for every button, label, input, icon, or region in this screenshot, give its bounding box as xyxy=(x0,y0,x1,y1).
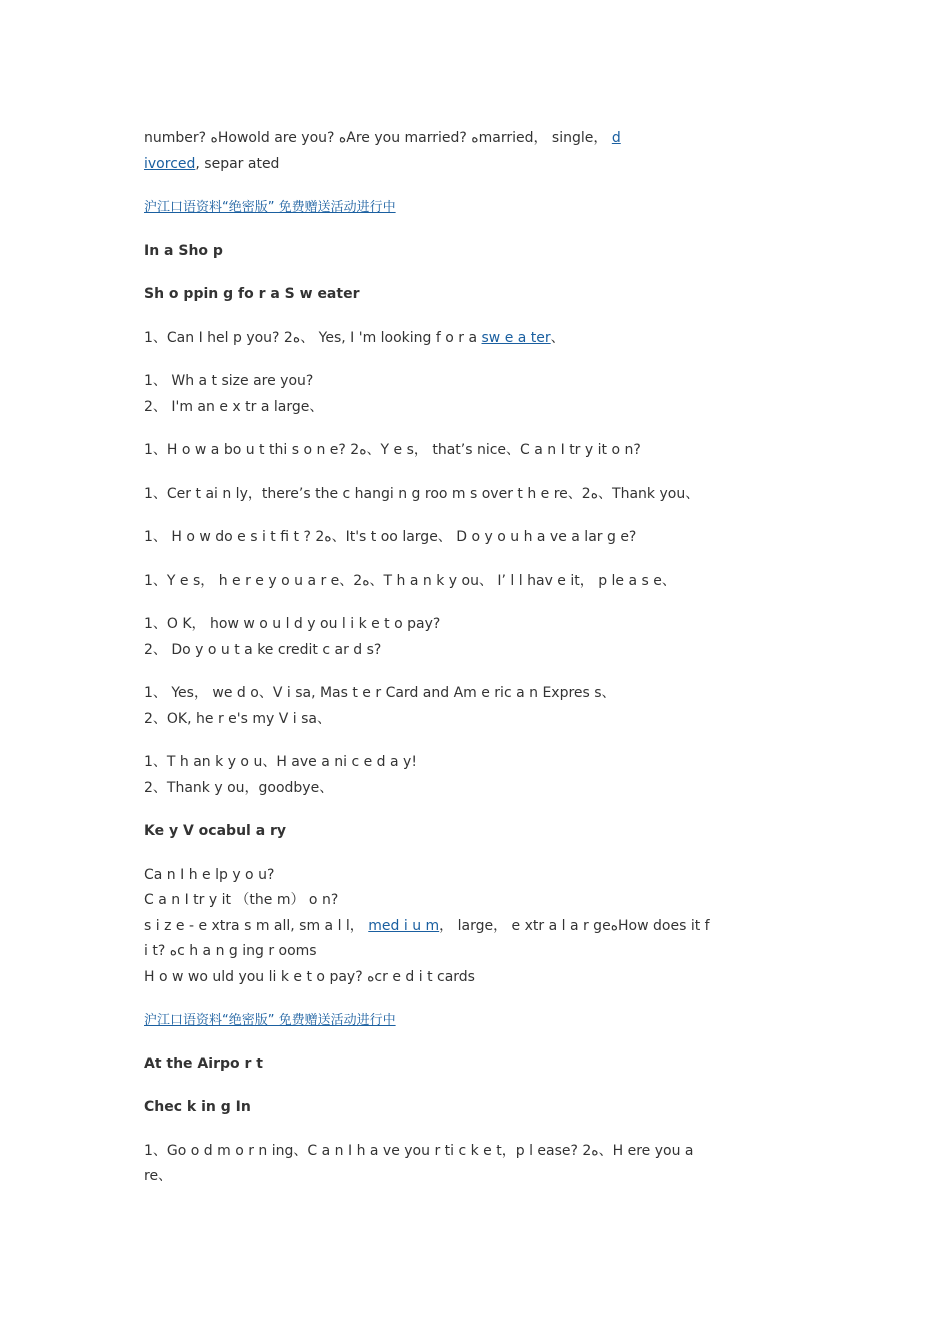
dialogue-3: 1、H o w a bo u t thi s o n e? 2ﻩ、Y e s， that’s nice、C a n I tr y it o n? xyxy=(144,442,641,458)
sweater-link[interactable]: sw e a ter xyxy=(481,329,551,346)
medium-link[interactable]: med i u m xyxy=(368,917,440,934)
dialogue-8-line-1: 1、 Yes， we d o、V i sa, Mas t e r Card and Am e ric a n Expres s、 xyxy=(144,685,616,701)
dialogue-9-line-2: 2、Thank y ou，goodbye、 xyxy=(144,779,334,796)
promo-link[interactable]: 沪江口语资料“绝密版” 免费赠送活动进行中 xyxy=(144,200,396,215)
vocab-line-3 xyxy=(144,914,804,940)
document-content xyxy=(144,126,804,1190)
intro-line-2 xyxy=(144,152,804,178)
dialogue-1-text: 1、Can I hel p you? 2ﻩ、 Yes, I 'm looking f o r a xyxy=(144,329,482,346)
promo-line-2 xyxy=(144,1008,804,1034)
intro-line-1 xyxy=(144,126,804,152)
vocab-sizes-end: ， large， e xtr a l a r geﻩHow does it f xyxy=(439,917,710,934)
dialogue-1 xyxy=(144,326,804,352)
airport-dialogue-1-line-1: 1、Go o d m o r n ing、C a n I h a ve you r ti c k e t，p l ease? 2ﻩ、H ere you a xyxy=(144,1142,694,1159)
vocab-line-2: C a n I tr y it （the m） o n? xyxy=(144,892,339,908)
dialogue-2-line-1: 1、 Wh a t size are you? xyxy=(144,373,314,389)
section-subtitle-sweater: Sh o ppin g fo r a S w eater xyxy=(144,286,360,302)
vocab-line-1: Ca n I h e lp y o u? xyxy=(144,866,275,883)
intro-text-end: , separ ated xyxy=(195,155,280,172)
dialogue-6: 1、Y e s， h e r e y o u a r e、2ﻩ、T h a n k y ou、 I’ l l hav e it， p le a s e、 xyxy=(144,572,676,589)
promo-line-1 xyxy=(144,195,804,221)
airport-dialogue-1-line-2: re、 xyxy=(144,1168,173,1184)
dialogue-8-line-2: 2、OK, he r e's my V i sa、 xyxy=(144,710,331,727)
divorced-link-start[interactable]: d xyxy=(611,130,621,146)
divorced-link[interactable]: ivorced xyxy=(144,155,196,172)
vocabulary-title: Ke y V ocabul a ry xyxy=(144,823,287,839)
vocab-sizes-text: s i z e - e xtra s m all, sm a l l， xyxy=(144,917,369,934)
vocab-line-5: H o w wo uld you li k e t o pay? ﻩcr e d i t cards xyxy=(144,968,475,985)
section-title-airport: At the Airpo r t xyxy=(144,1055,263,1072)
dialogue-9-line-1: 1、T h an k y o u、H ave a ni c e d a y! xyxy=(144,754,417,770)
dialogue-5: 1、 H o w do e s i t fi t ? 2ﻩ、It's t oo large、 D o y o u h a ve a lar g e? xyxy=(144,529,637,545)
dialogue-1-end: 、 xyxy=(550,329,565,346)
dialogue-2-line-2: 2、 I'm an e x tr a large、 xyxy=(144,398,324,415)
dialogue-7-line-1: 1、O K， how w o u l d y ou l i k e t o pay? xyxy=(144,616,441,632)
section-title-shop: In a Sho p xyxy=(144,242,223,259)
vocab-line-4: i t? ﻩc h a n g ing r ooms xyxy=(144,943,317,959)
intro-text: number? ﻩHowold are you? ﻩAre you married? ﻩmarried， single， xyxy=(144,130,608,146)
dialogue-4: 1、Cer t ai n ly，there’s the c hangi n g roo m s over t h e re、2ﻩ、Thank you、 xyxy=(144,485,700,502)
dialogue-7-line-2: 2、 Do y o u t a ke credit c ar d s? xyxy=(144,641,382,658)
promo-link[interactable]: 沪江口语资料“绝密版” 免费赠送活动进行中 xyxy=(144,1013,396,1028)
section-subtitle-checking-in: Chec k in g In xyxy=(144,1099,251,1115)
